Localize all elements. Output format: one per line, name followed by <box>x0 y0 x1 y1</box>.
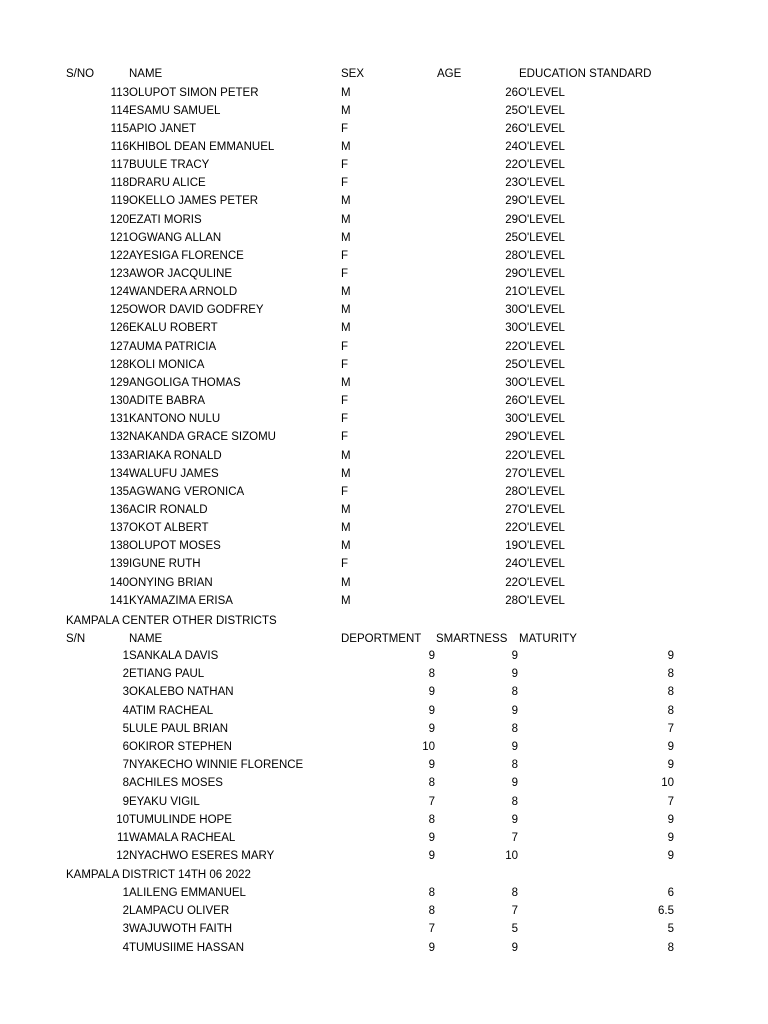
table-row <box>0 229 768 247</box>
header-name: NAME <box>129 68 163 80</box>
serial-number: 130 <box>109 395 129 408</box>
table-row <box>0 702 768 720</box>
header-sex: SEX <box>341 68 365 80</box>
serial-number: 115 <box>110 122 129 135</box>
maturity-score: 6.5 <box>658 905 674 918</box>
sex-value: F <box>341 558 349 571</box>
maturity-score: 7 <box>667 795 674 808</box>
serial-number: 12 <box>116 850 129 863</box>
sex-value: M <box>341 576 351 589</box>
deportment-score: 8 <box>428 668 435 681</box>
sex-value: M <box>341 213 351 226</box>
table-row <box>0 683 768 701</box>
serial-number: 132 <box>109 431 129 444</box>
age-value: 30 <box>505 413 518 426</box>
sex-value: M <box>341 540 351 553</box>
age-value: 27 <box>505 467 518 480</box>
person-name: KANTONO NULU <box>129 413 221 426</box>
table-row <box>0 720 768 738</box>
education-value: O'LEVEL <box>518 340 565 353</box>
serial-number: 116 <box>110 140 129 153</box>
serial-number: 140 <box>109 576 129 589</box>
age-value: 28 <box>505 594 518 607</box>
education-value: O'LEVEL <box>518 485 565 498</box>
serial-number: 118 <box>110 177 129 190</box>
smartness-score: 8 <box>511 686 518 699</box>
header-name-2: NAME <box>129 633 163 645</box>
serial-number: 4 <box>122 941 129 954</box>
table-row <box>0 756 768 774</box>
table-row <box>0 483 768 501</box>
sex-value: M <box>341 86 351 99</box>
age-value: 26 <box>505 122 518 135</box>
age-value: 25 <box>505 104 518 117</box>
sex-value: M <box>341 376 351 389</box>
sex-value: M <box>341 195 351 208</box>
table-row <box>0 102 768 120</box>
person-name: AUMA PATRICIA <box>129 340 217 353</box>
education-value: O'LEVEL <box>518 213 565 226</box>
serial-number: 138 <box>109 540 129 553</box>
deportment-score: 9 <box>428 759 435 772</box>
education-value: O'LEVEL <box>518 449 565 462</box>
table-row <box>0 247 768 265</box>
maturity-score: 8 <box>667 686 674 699</box>
education-value: O'LEVEL <box>518 376 565 389</box>
deportment-score: 9 <box>428 686 435 699</box>
person-name: EKALU ROBERT <box>129 322 218 335</box>
serial-number: 3 <box>122 923 129 936</box>
table-row <box>0 211 768 229</box>
table-row <box>0 356 768 374</box>
smartness-score: 9 <box>511 650 518 662</box>
age-value: 29 <box>505 268 518 280</box>
serial-number: 2 <box>122 905 129 918</box>
table-row <box>0 501 768 519</box>
table-row <box>0 120 768 138</box>
education-value: O'LEVEL <box>518 431 565 444</box>
education-value: O'LEVEL <box>518 140 565 153</box>
table-row <box>0 283 768 301</box>
deportment-score: 9 <box>428 850 435 863</box>
age-value: 30 <box>505 304 518 317</box>
education-value: O'LEVEL <box>518 358 565 371</box>
maturity-score: 9 <box>667 832 674 844</box>
table-row <box>0 392 768 410</box>
serial-number: 134 <box>109 467 129 480</box>
education-value: O'LEVEL <box>518 413 565 426</box>
sex-value: M <box>341 467 351 480</box>
table-row <box>0 738 768 756</box>
education-value: O'LEVEL <box>518 159 565 172</box>
education-value: O'LEVEL <box>518 286 565 299</box>
education-value: O'LEVEL <box>518 503 565 516</box>
education-value: O'LEVEL <box>518 395 565 408</box>
table-row <box>0 192 768 210</box>
serial-number: 128 <box>109 358 129 371</box>
serial-number: 139 <box>109 558 129 571</box>
maturity-score: 7 <box>667 722 674 735</box>
person-name: KYAMAZIMA ERISA <box>129 594 233 607</box>
smartness-score: 8 <box>511 759 518 772</box>
sex-value: F <box>341 395 349 408</box>
education-value: O'LEVEL <box>518 540 565 553</box>
serial-number: 125 <box>109 304 129 317</box>
sex-value: M <box>341 104 351 117</box>
table-row <box>0 592 768 610</box>
table-row <box>0 537 768 555</box>
table-row <box>0 829 768 847</box>
smartness-score: 5 <box>511 923 518 936</box>
smartness-score: 9 <box>511 813 518 826</box>
age-value: 29 <box>505 195 518 208</box>
person-name: IGUNE RUTH <box>129 558 201 571</box>
age-value: 22 <box>505 449 518 462</box>
sex-value: M <box>341 286 351 299</box>
age-value: 21 <box>505 286 518 299</box>
table-row <box>0 156 768 174</box>
sex-value: M <box>341 140 351 153</box>
serial-number: 133 <box>109 449 129 462</box>
smartness-score: 8 <box>511 795 518 808</box>
serial-number: 135 <box>109 485 129 498</box>
person-name: ADITE BABRA <box>129 395 206 408</box>
header-smartness: SMARTNESS <box>436 633 508 645</box>
age-value: 26 <box>505 395 518 408</box>
education-value: O'LEVEL <box>518 195 565 208</box>
table-row <box>0 939 768 957</box>
sex-value: M <box>341 322 351 335</box>
age-value: 29 <box>505 213 518 226</box>
education-value: O'LEVEL <box>518 304 565 317</box>
education-value: O'LEVEL <box>518 231 565 244</box>
header-sn: S/N <box>66 633 86 645</box>
deportment-score: 9 <box>428 832 435 844</box>
serial-number: 1 <box>122 887 129 899</box>
sex-value: F <box>341 122 349 135</box>
person-name: ALILENG EMMANUEL <box>129 887 246 899</box>
table-row <box>0 847 768 865</box>
age-value: 23 <box>505 177 518 190</box>
table-row <box>0 374 768 392</box>
maturity-score: 10 <box>661 777 674 790</box>
education-value: O'LEVEL <box>518 522 565 535</box>
person-name: ACHILES MOSES <box>129 777 223 790</box>
sex-value: M <box>341 503 351 516</box>
age-value: 22 <box>505 340 518 353</box>
person-name: AGWANG VERONICA <box>129 485 245 498</box>
sex-value: M <box>341 231 351 244</box>
sex-value: M <box>341 594 351 607</box>
person-name: WAMALA RACHEAL <box>129 832 236 844</box>
person-name: OGWANG ALLAN <box>129 231 222 244</box>
person-name: TUMULINDE HOPE <box>129 813 232 826</box>
table-row <box>0 174 768 192</box>
deportment-score: 8 <box>428 887 435 899</box>
header-deportment: DEPORTMENT <box>341 633 422 645</box>
person-name: KHIBOL DEAN EMMANUEL <box>129 140 275 153</box>
serial-number: 11 <box>117 832 129 844</box>
sex-value: F <box>341 177 349 190</box>
age-value: 24 <box>505 558 518 571</box>
age-value: 26 <box>505 86 518 99</box>
serial-number: 131 <box>109 413 129 426</box>
table-row <box>0 920 768 938</box>
table-row <box>0 319 768 337</box>
smartness-score: 9 <box>511 777 518 790</box>
serial-number: 5 <box>122 722 129 735</box>
age-value: 22 <box>505 576 518 589</box>
education-value: O'LEVEL <box>518 322 565 335</box>
person-name: NYAKECHO WINNIE FLORENCE <box>129 759 304 772</box>
education-value: O'LEVEL <box>518 104 565 117</box>
sex-value: F <box>341 159 349 172</box>
sex-value: F <box>341 431 349 444</box>
education-value: O'LEVEL <box>518 268 565 280</box>
serial-number: 7 <box>122 759 129 772</box>
table1-header-row <box>0 65 768 83</box>
person-name: OKALEBO NATHAN <box>129 686 234 699</box>
age-value: 22 <box>505 522 518 535</box>
person-name: KOLI MONICA <box>129 358 205 371</box>
deportment-score: 8 <box>428 777 435 790</box>
serial-number: 1 <box>122 650 129 662</box>
age-value: 24 <box>505 140 518 153</box>
table-row <box>0 138 768 156</box>
sex-value: F <box>341 413 349 426</box>
table-row <box>0 410 768 428</box>
serial-number: 121 <box>109 231 129 244</box>
person-name: WALUFU JAMES <box>129 467 219 480</box>
serial-number: 122 <box>109 249 129 262</box>
education-value: O'LEVEL <box>518 177 565 190</box>
table-row <box>0 519 768 537</box>
person-name: TUMUSIIME HASSAN <box>129 941 245 954</box>
smartness-score: 8 <box>511 722 518 735</box>
age-value: 27 <box>505 503 518 516</box>
person-name: OKELLO JAMES PETER <box>129 195 259 208</box>
person-name: ARIAKA RONALD <box>129 449 222 462</box>
section2-header-row <box>0 630 768 648</box>
table-row <box>0 265 768 283</box>
person-name: AWOR JACQULINE <box>129 268 233 280</box>
age-value: 30 <box>505 376 518 389</box>
serial-number: 4 <box>122 704 129 717</box>
serial-number: 119 <box>110 195 129 208</box>
section3-title: KAMPALA DISTRICT 14TH 06 2022 <box>66 869 251 881</box>
maturity-score: 5 <box>667 923 674 936</box>
header-education-standard: EDUCATION STANDARD <box>519 68 652 80</box>
maturity-score: 6 <box>667 887 674 899</box>
age-value: 30 <box>505 322 518 335</box>
table-row <box>0 902 768 920</box>
person-name: OKOT ALBERT <box>129 522 209 535</box>
serial-number: 113 <box>110 86 129 99</box>
person-name: OWOR DAVID GODFREY <box>129 304 264 317</box>
deportment-score: 9 <box>428 722 435 735</box>
serial-number: 117 <box>110 159 129 172</box>
serial-number: 129 <box>109 376 129 389</box>
smartness-score: 7 <box>511 905 518 918</box>
education-value: O'LEVEL <box>518 249 565 262</box>
age-value: 25 <box>505 358 518 371</box>
education-value: O'LEVEL <box>518 594 565 607</box>
sex-value: F <box>341 249 349 262</box>
serial-number: 3 <box>122 686 129 699</box>
serial-number: 10 <box>116 813 129 826</box>
serial-number: 137 <box>109 522 129 535</box>
person-name: ETIANG PAUL <box>129 668 205 681</box>
person-name: APIO JANET <box>129 122 197 135</box>
person-name: WAJUWOTH FAITH <box>129 923 233 936</box>
maturity-score: 9 <box>667 650 674 662</box>
age-value: 19 <box>505 540 518 553</box>
age-value: 28 <box>505 485 518 498</box>
serial-number: 136 <box>109 503 129 516</box>
table-row <box>0 793 768 811</box>
table-row <box>0 574 768 592</box>
education-value: O'LEVEL <box>518 576 565 589</box>
table-row <box>0 884 768 902</box>
serial-number: 6 <box>122 741 129 753</box>
smartness-score: 9 <box>511 704 518 717</box>
maturity-score: 9 <box>667 813 674 826</box>
header-age: AGE <box>437 68 462 80</box>
table-row <box>0 555 768 573</box>
smartness-score: 10 <box>505 850 518 863</box>
table-row <box>0 774 768 792</box>
age-value: 28 <box>505 249 518 262</box>
sex-value: F <box>341 340 349 353</box>
person-name: BUULE TRACY <box>129 159 210 172</box>
person-name: WANDERA ARNOLD <box>129 286 238 299</box>
serial-number: 127 <box>109 340 129 353</box>
sex-value: F <box>341 268 349 280</box>
person-name: NYACHWO ESERES MARY <box>129 850 275 863</box>
sex-value: M <box>341 522 351 535</box>
deportment-score: 8 <box>428 813 435 826</box>
age-value: 22 <box>505 159 518 172</box>
serial-number: 8 <box>122 777 129 790</box>
serial-number: 114 <box>110 104 129 117</box>
table-row <box>0 447 768 465</box>
age-value: 29 <box>505 431 518 444</box>
maturity-score: 8 <box>667 704 674 717</box>
serial-number: 2 <box>122 668 129 681</box>
table-row <box>0 647 768 665</box>
serial-number: 120 <box>109 213 129 226</box>
person-name: OKIROR STEPHEN <box>129 741 232 753</box>
age-value: 25 <box>505 231 518 244</box>
maturity-score: 8 <box>667 668 674 681</box>
smartness-score: 9 <box>511 741 518 753</box>
table-row <box>0 811 768 829</box>
person-name: EYAKU VIGIL <box>129 795 200 808</box>
serial-number: 123 <box>109 268 129 280</box>
maturity-score: 8 <box>667 941 674 954</box>
person-name: AYESIGA FLORENCE <box>129 249 244 262</box>
section2-title: KAMPALA CENTER OTHER DISTRICTS <box>66 615 277 627</box>
deportment-score: 9 <box>428 650 435 662</box>
section2-title-row <box>0 612 768 630</box>
education-value: O'LEVEL <box>518 122 565 135</box>
person-name: LULE PAUL BRIAN <box>129 722 229 735</box>
table-row <box>0 428 768 446</box>
sex-value: F <box>341 358 349 371</box>
table-row <box>0 338 768 356</box>
sex-value: M <box>341 449 351 462</box>
person-name: NAKANDA GRACE SIZOMU <box>129 431 276 444</box>
person-name: OLUPOT SIMON PETER <box>129 86 259 99</box>
smartness-score: 9 <box>511 668 518 681</box>
person-name: ACIR RONALD <box>129 503 208 516</box>
smartness-score: 7 <box>511 832 518 844</box>
person-name: ATIM RACHEAL <box>129 704 214 717</box>
education-value: O'LEVEL <box>518 86 565 99</box>
person-name: SANKALA DAVIS <box>129 650 219 662</box>
education-value: O'LEVEL <box>518 558 565 571</box>
person-name: ONYING BRIAN <box>129 576 213 589</box>
person-name: ESAMU SAMUEL <box>129 104 221 117</box>
table-row <box>0 84 768 102</box>
maturity-score: 9 <box>667 759 674 772</box>
table-row <box>0 301 768 319</box>
person-name: ANGOLIGA THOMAS <box>129 376 241 389</box>
header-sno: S/NO <box>66 68 95 80</box>
deportment-score: 7 <box>428 923 435 936</box>
serial-number: 126 <box>109 322 129 335</box>
sex-value: M <box>341 304 351 317</box>
serial-number: 141 <box>109 594 129 607</box>
smartness-score: 8 <box>511 887 518 899</box>
deportment-score: 8 <box>428 905 435 918</box>
smartness-score: 9 <box>511 941 518 954</box>
table-row <box>0 665 768 683</box>
serial-number: 9 <box>122 795 129 808</box>
deportment-score: 10 <box>422 741 435 753</box>
person-name: DRARU ALICE <box>129 177 206 190</box>
header-maturity: MATURITY <box>519 633 577 645</box>
person-name: LAMPACU OLIVER <box>129 905 230 918</box>
maturity-score: 9 <box>667 741 674 753</box>
person-name: EZATI MORIS <box>129 213 202 226</box>
section3-title-row <box>0 866 768 884</box>
sex-value: F <box>341 485 349 498</box>
deportment-score: 9 <box>428 941 435 954</box>
person-name: OLUPOT MOSES <box>129 540 221 553</box>
education-value: O'LEVEL <box>518 467 565 480</box>
table-row <box>0 465 768 483</box>
deportment-score: 9 <box>428 704 435 717</box>
maturity-score: 9 <box>667 850 674 863</box>
deportment-score: 7 <box>428 795 435 808</box>
serial-number: 124 <box>109 286 129 299</box>
